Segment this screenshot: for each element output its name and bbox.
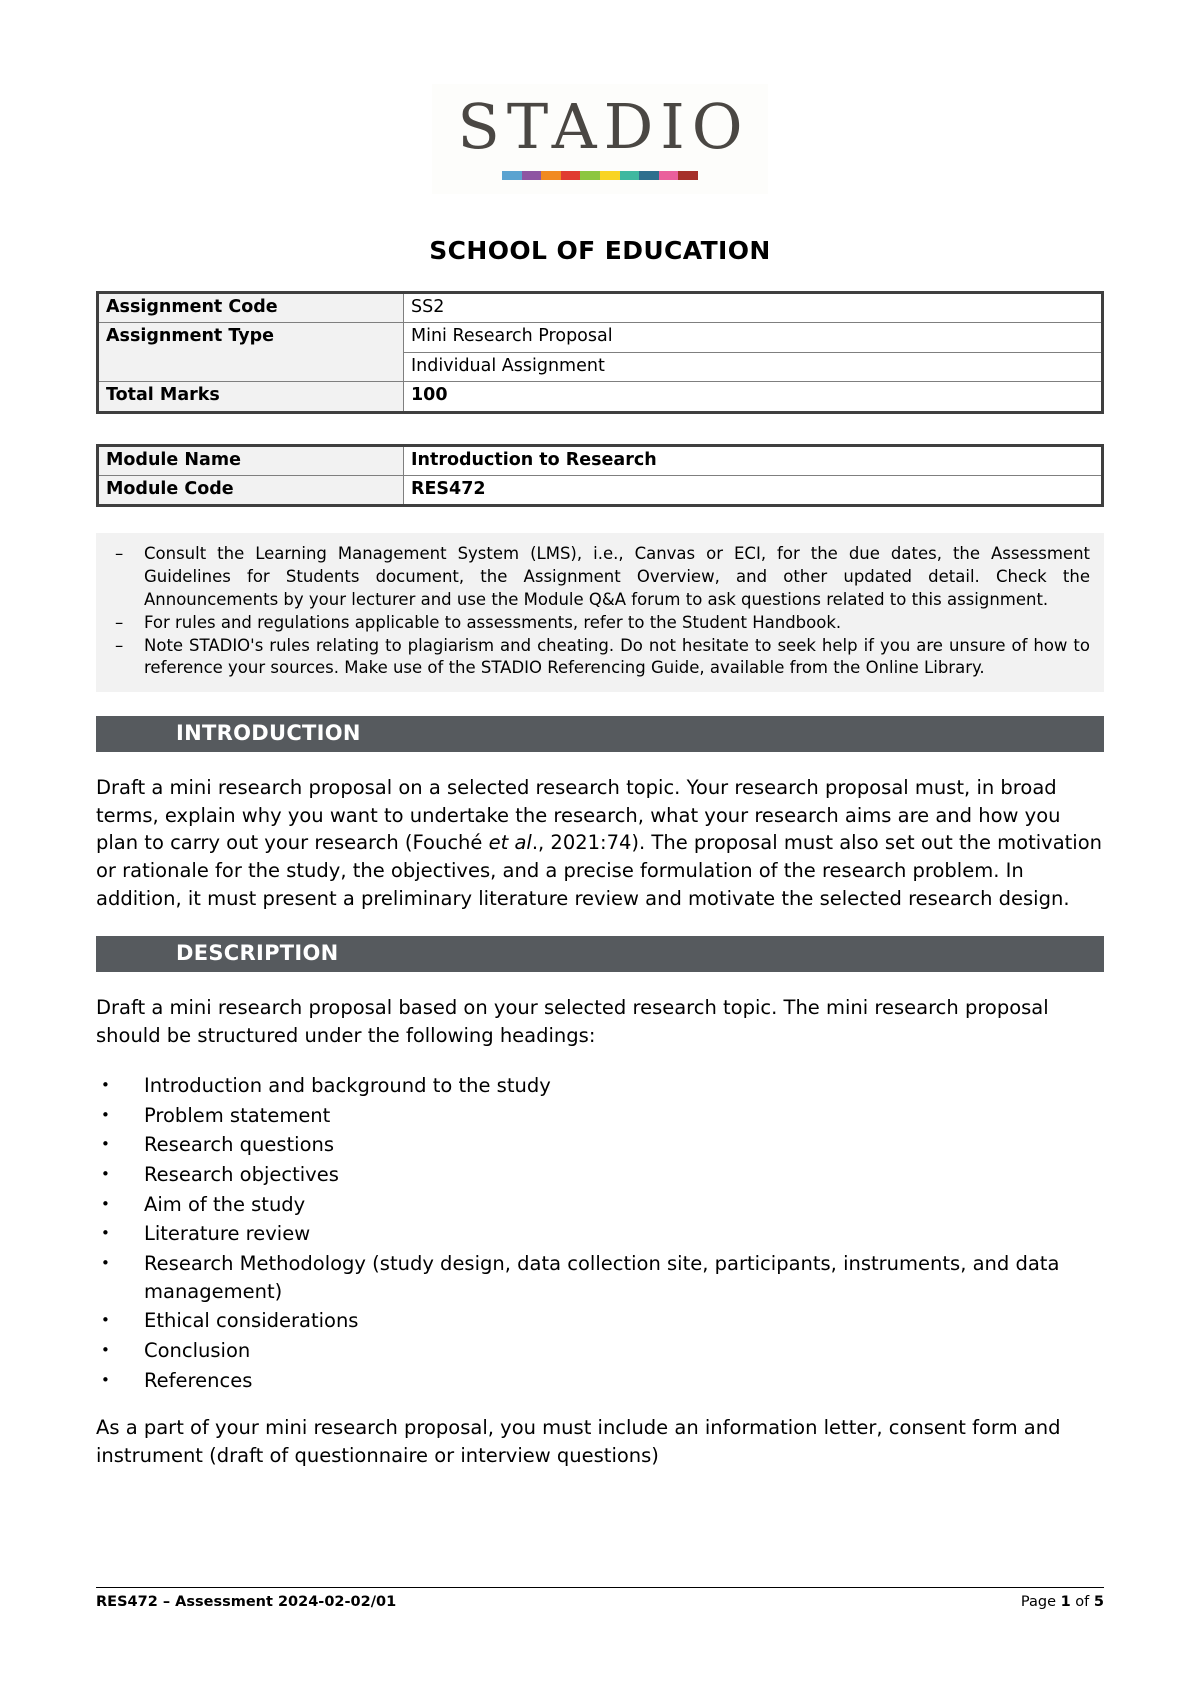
footer-current-page: 1 xyxy=(1060,1594,1071,1610)
bullet-icon: • xyxy=(101,1105,110,1124)
list-item xyxy=(96,1250,1104,1305)
list-item-label: Problem statement xyxy=(144,1103,331,1127)
row-value: RES472 xyxy=(404,476,1103,506)
logo-wordmark: STADIO xyxy=(457,90,750,163)
row-value: Introduction to Research xyxy=(404,445,1103,475)
row-value-secondary: Individual Assignment xyxy=(404,352,1103,381)
footer-divider xyxy=(96,1587,1104,1588)
intro-text-part2: ., 2021:74). The proposal must also set out the motivation or rationale for the study, the objectives, and a precise formulation of the research problem. In addition, it must present a preliminary literature review and motivate the selected research design. xyxy=(96,831,1103,910)
row-label: Assignment Code xyxy=(98,293,404,323)
dash-marker: – xyxy=(115,635,124,655)
list-item-label: Research Methodology (study design, data collection site, participants, instruments, and data management) xyxy=(144,1251,1060,1303)
footer-total-pages: 5 xyxy=(1093,1594,1104,1610)
table-row xyxy=(98,382,1103,412)
intro-text-part1: Draft a mini research proposal on a selected research topic. Your research proposal must, in broad terms, explain why you want to undertake the research, what your research aims are and how you plan to carry out your research (Fouché xyxy=(96,776,1061,855)
list-item xyxy=(96,1072,1104,1100)
footer-page-middle: of xyxy=(1070,1594,1094,1610)
list-item xyxy=(96,1102,1104,1130)
bullet-icon: • xyxy=(101,1311,110,1330)
description-paragraph: Draft a mini research proposal based on your selected research topic. The mini research proposal should be structured under the following headings: xyxy=(96,996,1049,1048)
logo-bar-segment-9 xyxy=(678,171,698,180)
row-value: Mini Research Proposal xyxy=(404,323,1103,352)
bullet-icon: • xyxy=(101,1194,110,1213)
logo-bar-segment-3 xyxy=(561,171,581,180)
citation-italic: et al xyxy=(488,831,532,855)
row-value: 100 xyxy=(404,382,1103,412)
list-item xyxy=(96,1307,1104,1335)
notes-box xyxy=(96,533,1104,692)
section-banner-introduction: INTRODUCTION xyxy=(96,716,1104,752)
bullet-icon: • xyxy=(101,1164,110,1183)
stadio-logo xyxy=(432,84,767,194)
dash-marker: – xyxy=(115,612,124,632)
table-row xyxy=(98,323,1103,352)
note-text: For rules and regulations applicable to assessments, refer to the Student Handbook. xyxy=(144,612,842,632)
table-row xyxy=(98,293,1103,323)
list-item-label: Introduction and background to the study xyxy=(144,1073,551,1097)
proposal-headings-list xyxy=(96,1072,1104,1395)
bullet-icon: • xyxy=(101,1341,110,1360)
note-item xyxy=(110,612,1090,635)
assignment-info-table xyxy=(96,291,1104,414)
bullet-icon: • xyxy=(101,1224,110,1243)
logo-bar-segment-8 xyxy=(659,171,679,180)
footer-page-number xyxy=(1021,1594,1104,1610)
page-title: SCHOOL OF EDUCATION xyxy=(429,236,771,266)
list-item xyxy=(96,1131,1104,1159)
logo-bar-segment-2 xyxy=(541,171,561,180)
logo-bar-segment-4 xyxy=(580,171,600,180)
list-item-label: Literature review xyxy=(144,1222,311,1246)
list-item xyxy=(96,1220,1104,1248)
bullet-icon: • xyxy=(101,1370,110,1389)
logo-bar-segment-1 xyxy=(522,171,542,180)
list-item xyxy=(96,1161,1104,1189)
bullet-icon: • xyxy=(101,1135,110,1154)
list-item-label: Ethical considerations xyxy=(144,1309,359,1333)
bullet-icon: • xyxy=(101,1253,110,1272)
footer-page-prefix: Page xyxy=(1020,1594,1061,1610)
list-item-label: Research questions xyxy=(144,1133,335,1157)
section-banner-description: DESCRIPTION xyxy=(96,936,1104,972)
introduction-paragraph xyxy=(96,774,1104,912)
module-info-table xyxy=(96,444,1104,508)
bullet-icon: • xyxy=(101,1075,110,1094)
logo-bar-segment-5 xyxy=(600,171,620,180)
list-item xyxy=(96,1191,1104,1219)
logo-color-bar xyxy=(502,171,698,180)
list-item-label: Aim of the study xyxy=(144,1192,306,1216)
note-text: Consult the Learning Management System (LMS), i.e., Canvas or ECI, for the due dates, the Assessment Guidelines for Students document, the Assignment Overview, and other updated detail. Check the Announcements by your lecturer and use the Module Q&A forum to ask questions related to this assignment. xyxy=(144,544,1090,609)
list-item-label: Conclusion xyxy=(144,1339,251,1363)
description-closing-paragraph: As a part of your mini research proposal, you must include an information letter, consent form and instrument (draft of questionnaire or interview questions) xyxy=(96,1416,1061,1468)
row-label: Assignment Type xyxy=(98,323,404,382)
note-item xyxy=(110,543,1090,611)
row-value: SS2 xyxy=(404,293,1103,323)
logo-bar-segment-6 xyxy=(620,171,640,180)
note-text: Note STADIO's rules relating to plagiarism and cheating. Do not hesitate to seek help if you are unsure of how to reference your sources. Make use of the STADIO Referencing Guide, available from the Online Library. xyxy=(144,635,1090,678)
row-label: Total Marks xyxy=(98,382,404,412)
logo-block xyxy=(96,0,1104,194)
logo-bar-segment-7 xyxy=(639,171,659,180)
list-item xyxy=(96,1367,1104,1395)
table-row xyxy=(98,445,1103,475)
dash-marker: – xyxy=(115,544,124,564)
row-label: Module Code xyxy=(98,476,404,506)
table-row xyxy=(98,476,1103,506)
list-item-label: Research objectives xyxy=(144,1162,339,1186)
row-label: Module Name xyxy=(98,445,404,475)
list-item xyxy=(96,1337,1104,1365)
footer-left-text: RES472 – Assessment 2024-02-02/01 xyxy=(96,1594,397,1610)
page-footer xyxy=(96,1587,1104,1610)
logo-bar-segment-0 xyxy=(502,171,522,180)
list-item-label: References xyxy=(144,1368,253,1392)
note-item xyxy=(110,635,1090,681)
